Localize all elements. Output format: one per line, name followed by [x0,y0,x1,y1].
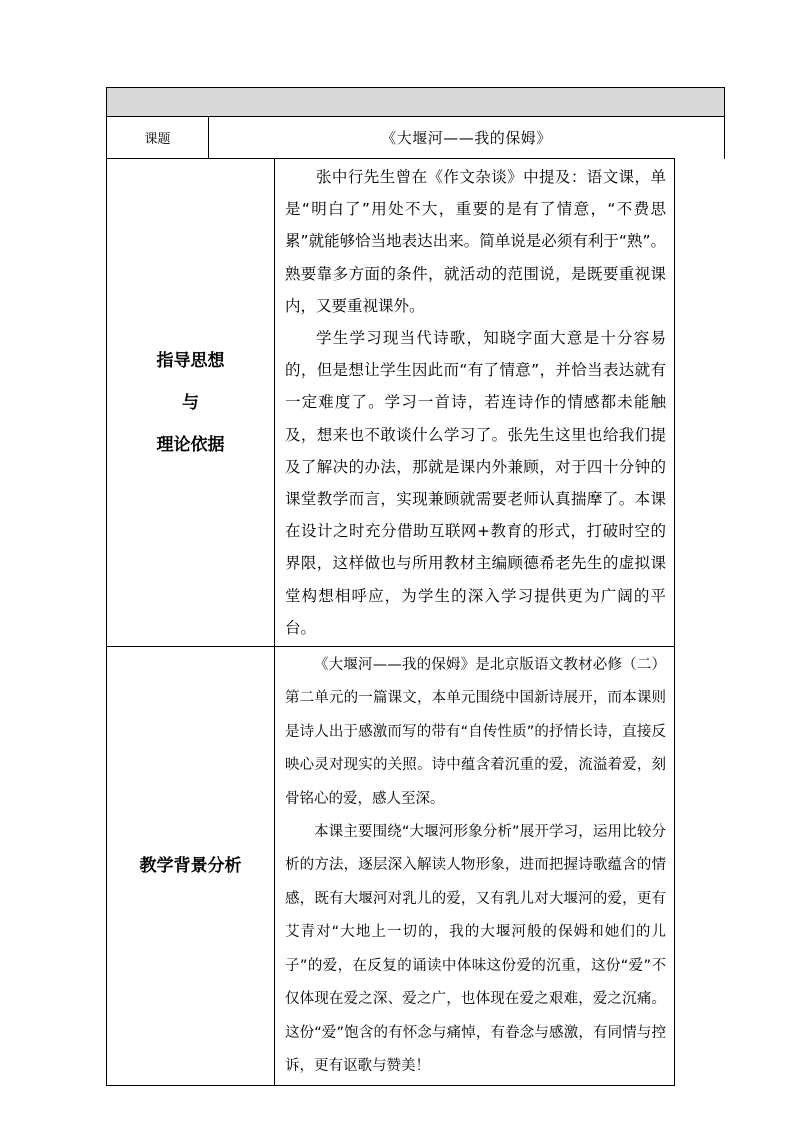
topic-title: 《大堰河——我的保姆》 [381,129,552,147]
paragraph: 学生学习现当代诗歌，知晓字面大意是十分容易的，但是想让学生因此而“有了情意”，并恰当表达就有一定难度了。学习一首诗，若连诗作的情感都未能触及，想来也不敢谈什么学习了。张先生这里也给我们提及了解决的办法，那就是课内外兼顾，对于四十分钟的课堂教学而言，实现兼顾就需要老师认真揣摩了。本课在设计之时充分借助互联网+教育的形式，打破时空的界限，这样做也与所用教材主编顾德希老先生的虚拟课堂构想相呼应，为学生的深入学习提供更为广阔的平台。 [285,329,666,637]
section-content-guiding-thought [275,159,675,647]
table-header-bar [106,87,725,117]
paragraph: 本课主要围绕“大堰河形象分析”展开学习，运用比较分析的方法，逐层深入解读人物形象，进而把握诗歌蕴含的情感，既有大堰河对乳儿的爱，又有乳儿对大堰河的爱，更有艾青对“大地上一切的，我的大堰河般的保姆和她们的儿子”的爱，在反复的诵读中体味这份爱的沉重，这份“爱”不仅体现在爱之深、爱之广，也体现在爱之艰难，爱之沉痛。这份“爱”饱含的有怀念与痛悼，有眷念与感激，有同情与控诉，更有讴歌与赞美！ [285,824,666,1074]
paragraph: 张中行先生曾在《作文杂谈》中提及：语文课，单是“明白了”用处不大，重要的是有了情意，“不费思累”就能够恰当地表达出来。简单说是必须有利于“熟”。熟要靠多方面的条件，就活动的范围说，是既要重视课内，又要重视课外。 [285,168,666,315]
topic-label: 课题 [107,116,209,159]
lesson-plan-table [106,158,675,1086]
section-label-line: 教学背景分析 [139,856,242,877]
table-row-guiding-thought [107,159,675,647]
section-label-line: 与 [182,392,199,413]
table-row-teaching-background [107,647,675,1086]
section-content-teaching-background [275,647,675,1086]
section-label-line: 理论依据 [156,434,225,455]
section-label-teaching-background [107,647,275,1086]
section-label-line: 指导思想 [156,350,225,371]
paragraph: 《大堰河——我的保姆》是北京版语文教材必修（二）第二单元的一篇课文，本单元围绕中国新诗展开，而本课则是诗人出于感激而写的带有“自传性质”的抒情长诗，直接反映心灵对现实的关照。诗中蕴含着沉重的爱，流溢着爱，刻骨铭心的爱，感人至深。 [285,657,666,807]
section-label-guiding-thought [107,159,275,647]
topic-row [106,116,725,159]
